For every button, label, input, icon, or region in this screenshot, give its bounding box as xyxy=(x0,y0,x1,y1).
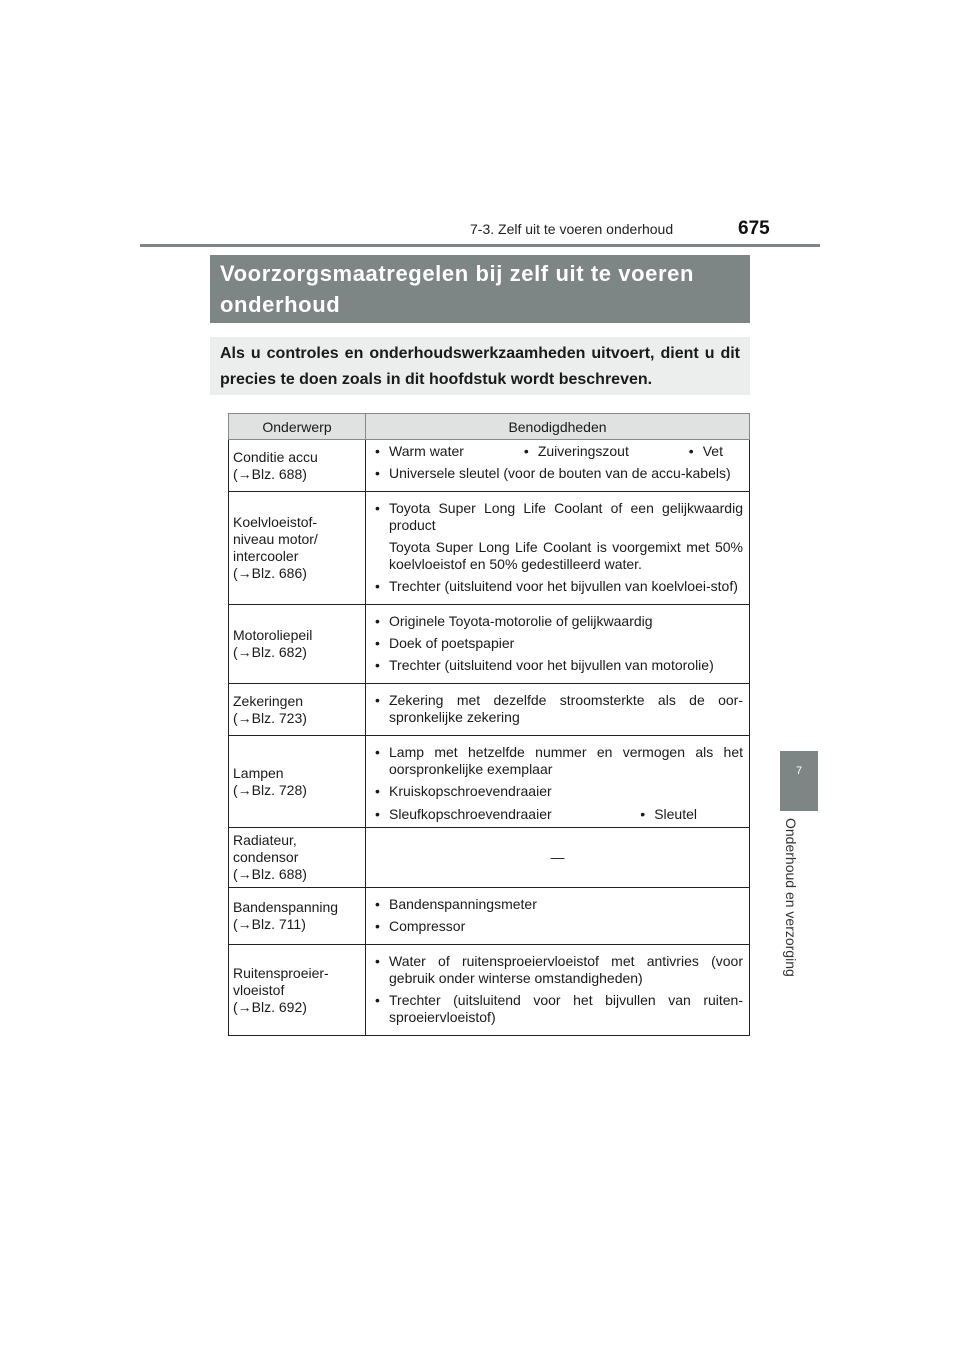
table-row xyxy=(229,828,750,888)
table-body xyxy=(229,440,750,1036)
supply-item: • Trechter (uitsluitend voor het bijvullen van motorolie) xyxy=(372,657,743,674)
supply-note: Toyota Super Long Life Coolant is voorgemixt met 50% koelvloeistof en 50% gedestilleerd water. xyxy=(389,539,743,572)
table-row xyxy=(229,605,750,684)
maintenance-table xyxy=(228,413,750,1036)
supply-item: • Compressor xyxy=(372,918,743,935)
column-header: Benodigdheden xyxy=(366,414,750,440)
supplies-cell xyxy=(366,828,750,888)
supplies-cell xyxy=(366,605,750,684)
table-row xyxy=(229,945,750,1036)
intro-text: Als u controles en onderhoudswerkzaamheden uitvoert, dient u dit precies te doen zoals in dit hoofdstuk wordt beschreven. xyxy=(210,337,750,395)
supply-item: • Warm water xyxy=(372,443,464,460)
supply-item: • Toyota Super Long Life Coolant of een gelijkwaardig product xyxy=(372,500,743,534)
table-row xyxy=(229,440,750,492)
page-number: 675 xyxy=(738,218,770,239)
topic-cell: Bandenspanning (→Blz. 711) xyxy=(229,888,366,945)
table-row xyxy=(229,736,750,828)
supplies-cell xyxy=(366,945,750,1036)
inline-supplies xyxy=(372,806,743,823)
topic-cell: Zekeringen (→Blz. 723) xyxy=(229,684,366,736)
supply-item: • Trechter (uitsluitend voor het bijvullen van koelvloei-stof) xyxy=(372,578,743,595)
supply-item: • Originele Toyota-motorolie of gelijkwaardig xyxy=(372,613,743,630)
supply-item: • Kruiskopschroevendraaier xyxy=(372,783,743,800)
topic-cell: Ruitensproeier- vloeistof (→Blz. 692) xyxy=(229,945,366,1036)
supply-item: • Universele sleutel (voor de bouten van de accu-kabels) xyxy=(372,465,743,482)
supply-item: • Lamp met hetzelfde nummer en vermogen als het oorspronkelijke exemplaar xyxy=(372,744,743,778)
supply-item: • Sleufkopschroevendraaier xyxy=(372,806,552,823)
supplies-cell xyxy=(366,736,750,828)
page-title: Voorzorgsmaatregelen bij zelf uit te voeren onderhoud xyxy=(210,255,750,323)
supply-item: • Zekering met dezelfde stroomsterkte als de oor-spronkelijke zekering xyxy=(372,692,743,726)
topic-cell: Radiateur, condensor (→Blz. 688) xyxy=(229,828,366,888)
supply-item: • Vet xyxy=(686,443,723,460)
header-rule xyxy=(140,244,820,247)
table-row xyxy=(229,492,750,605)
table-row xyxy=(229,888,750,945)
empty-mark: — xyxy=(550,848,565,865)
inline-supplies xyxy=(372,443,743,460)
table-row xyxy=(229,684,750,736)
chapter-tab xyxy=(780,751,818,811)
supplies-cell xyxy=(366,684,750,736)
supplies-cell xyxy=(366,440,750,492)
chapter-number: 7 xyxy=(795,765,803,777)
topic-cell: Motoroliepeil (→Blz. 682) xyxy=(229,605,366,684)
section-title: 7-3. Zelf uit te voeren onderhoud xyxy=(470,221,674,237)
column-header: Onderwerp xyxy=(229,414,366,440)
table-header-row xyxy=(229,414,750,440)
supplies-cell xyxy=(366,492,750,605)
supply-item: • Trechter (uitsluitend voor het bijvullen van ruiten-sproeiervloeistof) xyxy=(372,992,743,1026)
supply-item: • Bandenspanningsmeter xyxy=(372,896,743,913)
supplies-cell xyxy=(366,888,750,945)
topic-cell: Lampen (→Blz. 728) xyxy=(229,736,366,828)
supply-item: • Zuiveringszout xyxy=(521,443,629,460)
chapter-label: Onderhoud en verzorging xyxy=(783,818,799,977)
topic-cell: Koelvloeistof- niveau motor/ intercooler (→Blz. 686) xyxy=(229,492,366,605)
topic-cell: Conditie accu (→Blz. 688) xyxy=(229,440,366,492)
supply-item: • Sleutel xyxy=(637,806,697,823)
supply-item: • Doek of poetspapier xyxy=(372,635,743,652)
supply-item: • Water of ruitensproeiervloeistof met antivries (voor gebruik onder winterse omstandigheden) xyxy=(372,953,743,987)
